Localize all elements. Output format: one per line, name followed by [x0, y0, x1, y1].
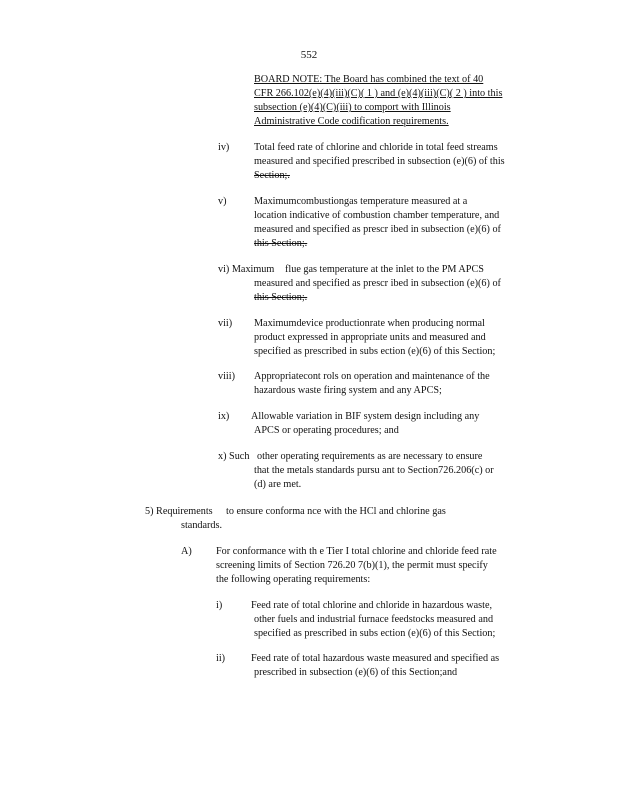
item-iv-line-1: Total feed rate of chlorine and chloride in total feed streams [254, 142, 498, 153]
sub-a-item-i-line-1: Feed rate of total chlorine and chloride in hazardous waste, [251, 600, 493, 611]
sub-a-item-ii-line-1: Feed rate of total hazardous waste measured and specified as [251, 653, 500, 664]
item-viii-line-1: Appropriatecont rols on operation and maintenance of the [254, 371, 490, 382]
board-note-line-3: subsection (e)(4)(C)(iii) to comport with Illinois [254, 102, 451, 113]
section-5-label: 5) Requirements [145, 506, 213, 517]
sub-a-line-1: For conformance with th e Tier I total chlorine and chloride feed rate [216, 546, 497, 557]
board-note-line-4: Administrative Code codification requirements. [254, 116, 449, 127]
item-x-line-3: (d) are met. [254, 479, 302, 490]
item-v-label: v) [218, 196, 227, 207]
section-5-line-1: to ensure conforma nce with the HCl and chlorine gas [226, 506, 446, 517]
sub-a-item-i-line-3: specified as prescribed in subs ection (e)(6) of this Section; [254, 628, 496, 639]
item-ix-line-2: APCS or operating procedures; and [254, 425, 399, 436]
board-note-line-1: BOARD NOTE: The Board has combined the text of 40 [254, 74, 484, 85]
item-vi-line-1: flue gas temperature at the inlet to the PM APCS [285, 264, 484, 275]
item-ix-label: ix) [218, 411, 230, 422]
item-x-line-1: other operating requirements as are necessary to ensure [257, 451, 483, 462]
section-5-line-2: standards. [181, 520, 223, 531]
item-iv-line-3: Section;. [254, 170, 290, 181]
item-viii-line-2: hazardous waste firing system and any APCS; [254, 385, 442, 396]
item-vi-label: vi) Maximum [218, 264, 275, 275]
item-vii-line-3: specified as prescribed in subs ection (e)(6) of this Section; [254, 346, 496, 357]
item-viii-label: viii) [218, 371, 235, 382]
sub-a-item-i-line-2: other fuels and industrial furnace feedstocks measured and [254, 614, 494, 625]
item-vi-line-3: this Section;. [254, 292, 308, 303]
item-v-line-1: Maximumcombustiongas temperature measured at a [254, 196, 468, 207]
item-vii-line-1: Maximumdevice productionrate when producing normal [254, 318, 485, 329]
page-number: 552 [300, 49, 318, 61]
item-iv-label: iv) [218, 142, 230, 153]
item-vi-line-2: measured and specified as prescr ibed in subsection (e)(6) of [254, 278, 501, 289]
board-note-line-2: CFR 266.102(e)(4)(iii)(C)( 1 ) and (e)(4)(iii)(C)( 2 ) into this [254, 88, 503, 99]
item-x-label: x) Such [218, 451, 250, 462]
item-v-line-2: location indicative of combustion chamber temperature, and [254, 210, 500, 221]
item-vii-line-2: product expressed in appropriate units and measured and [254, 332, 486, 343]
item-iv-line-2: measured and specified prescribed in subsection (e)(6) of this [254, 156, 505, 167]
item-v-line-4: this Section;. [254, 238, 308, 249]
sub-a-item-ii-label: ii) [216, 653, 226, 664]
item-ix-line-1: Allowable variation in BIF system design including any [251, 411, 480, 422]
sub-a-line-2: screening limits of Section 726.20 7(b)(1), the permit must specify [216, 560, 488, 571]
sub-a-item-i-label: i) [216, 600, 223, 611]
sub-a-line-3: the following operating requirements: [216, 574, 371, 585]
sub-a-label: A) [181, 546, 192, 557]
sub-a-item-ii-line-2: prescribed in subsection (e)(6) of this Section;and [254, 667, 458, 678]
item-v-line-3: measured and specified as prescr ibed in subsection (e)(6) of [254, 224, 501, 235]
item-vii-label: vii) [218, 318, 233, 329]
item-x-line-2: that the metals standards pursu ant to Section726.206(c) or [254, 465, 494, 476]
